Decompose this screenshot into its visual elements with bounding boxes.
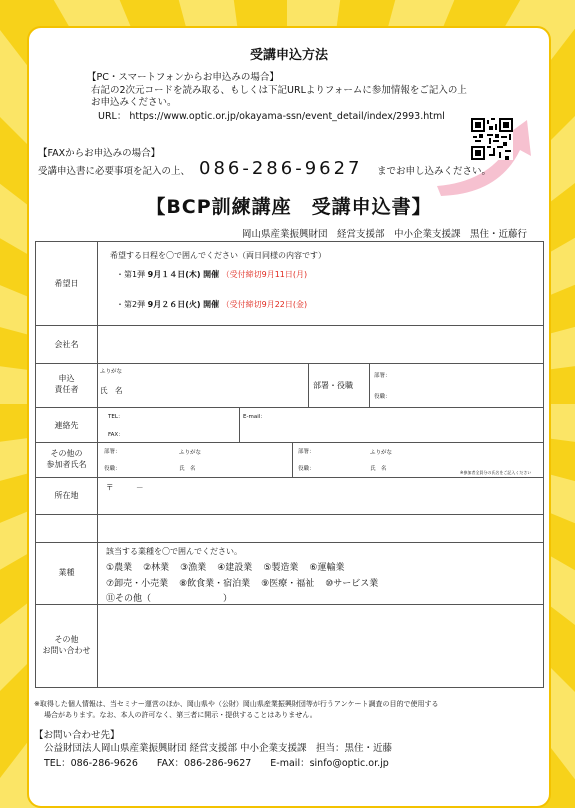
participants-note: ※参加者全員分の氏名をご記入ください xyxy=(460,470,532,475)
session1-label: ・第1弾 xyxy=(116,270,146,279)
email-field[interactable] xyxy=(271,409,539,424)
row-label-company: 会社名 xyxy=(54,340,79,349)
other2-name-label: 氏 名 xyxy=(370,466,387,472)
session1-date[interactable]: 9月１４日(木) xyxy=(147,270,201,279)
applicant-position-label: 役職： xyxy=(374,394,391,400)
industry-option[interactable]: ①農業 xyxy=(106,563,133,573)
other1-dept-label: 部署： xyxy=(104,449,121,455)
fax-instruction-after: までお申し込みください。 xyxy=(377,166,492,177)
industry-options-row1 xyxy=(106,560,355,573)
industry-option[interactable]: ⑤製造業 xyxy=(263,563,299,573)
session2-label: ・第2弾 xyxy=(116,300,146,309)
other1-position-label: 役職： xyxy=(104,466,121,472)
applicant-dept-position-label: 部署・役職 xyxy=(313,381,353,390)
application-card xyxy=(27,26,551,808)
row-label-applicant: 申込 責任者 xyxy=(54,374,79,394)
applicant-name-field[interactable] xyxy=(136,366,304,404)
applicant-furigana-label: ふりがな xyxy=(100,369,123,375)
qr-code-icon[interactable] xyxy=(471,118,513,160)
other1-furigana-label: ふりがな xyxy=(179,450,202,456)
session2-held: 開催 xyxy=(203,300,220,309)
industry-option[interactable]: ⑦卸売・小売業 xyxy=(106,579,169,589)
contact-org: 公益財団法人岡山県産業振興財団 経営支援部 中小企業支援課 担当：黒住・近藤 xyxy=(44,743,393,754)
method-title: 受講申込方法 xyxy=(249,48,328,63)
row-label-industry: 業種 xyxy=(58,568,75,577)
applicant-dept-label: 部署： xyxy=(374,373,391,379)
fax-field[interactable] xyxy=(131,427,235,441)
row-label-contact: 連絡先 xyxy=(54,421,79,430)
industry-instruction: 該当する業種を〇で囲んでください。 xyxy=(106,547,242,556)
other2-position-label: 役職： xyxy=(298,466,315,472)
session2-deadline: （受付締切9月22日(金) xyxy=(221,300,308,309)
fax-field-label: FAX： xyxy=(108,432,124,438)
row-label-address: 所在地 xyxy=(54,491,79,500)
contact-details: TEL：086-286-9626 FAX：086-286-9627 E-mail：sinfo@optic.or.jp xyxy=(44,758,389,769)
other2-dept-label: 部署： xyxy=(298,449,315,455)
email-label: E-mail： xyxy=(243,414,266,420)
web-heading: 【PC・スマートフォンからお申込みの場合】 xyxy=(87,72,279,83)
date-instruction: 希望する日程を〇で囲んでください（両日同様の内容です） xyxy=(110,251,326,260)
row-label-other-participants: その他の 参加者氏名 xyxy=(46,449,87,469)
tel-field[interactable] xyxy=(131,409,235,424)
form-title: 【BCP訓練講座 受講申込書】 xyxy=(146,196,432,218)
application-form-table xyxy=(35,241,544,688)
other2-furigana-label: ふりがな xyxy=(370,450,393,456)
industry-option[interactable]: ③漁業 xyxy=(180,563,207,573)
applicant-name-label: 氏 名 xyxy=(100,386,123,395)
industry-options-row2 xyxy=(106,576,389,589)
industry-option[interactable]: ④建設業 xyxy=(217,563,253,573)
web-instruction-line1: 右記の2次元コードを読み取る、もしくは下記URLよりフォームに参加情報をご記入の上 xyxy=(91,85,467,96)
industry-option[interactable]: ⑧飲食業・宿泊業 xyxy=(179,579,251,589)
registration-url[interactable]: https://www.optic.or.jp/okayama-ssn/event_detail/index/2993.html xyxy=(129,111,445,122)
row-label-inquiry: その他 お問い合わせ xyxy=(42,635,91,655)
industry-option-other[interactable]: ⑪その他（ ） xyxy=(106,594,233,604)
postal-code-label: 〒 － xyxy=(106,483,144,492)
tel-label: TEL： xyxy=(108,414,124,420)
fax-instruction-before: 受講申込書に必要事項を記入の上、 xyxy=(38,166,191,177)
contact-heading: 【お問い合わせ先】 xyxy=(34,730,120,741)
industry-option[interactable]: ②林業 xyxy=(143,563,170,573)
industry-option[interactable]: ⑨医療・福祉 xyxy=(261,579,315,589)
other-participant2-field[interactable] xyxy=(321,445,539,469)
other1-name-label: 氏 名 xyxy=(179,466,196,472)
web-instruction-line2: お申込みください。 xyxy=(91,97,177,108)
fax-heading: 【FAXからお申込みの場合】 xyxy=(38,148,161,159)
url-label: URL： xyxy=(98,111,127,122)
industry-option[interactable]: ⑩サービス業 xyxy=(325,579,379,589)
other-participant1-field[interactable] xyxy=(126,445,288,475)
row-label-date: 希望日 xyxy=(54,279,79,288)
session2-date[interactable]: 9月２６日(火) xyxy=(147,300,201,309)
session1-held: 開催 xyxy=(203,270,220,279)
inquiry-field[interactable] xyxy=(98,605,543,687)
industry-option[interactable]: ⑥運輸業 xyxy=(309,563,345,573)
address-field[interactable] xyxy=(98,478,543,513)
privacy-note-line2: 場合があります。なお、本人の許可なく、第三者に開示・提供することはありません。 xyxy=(44,711,317,719)
company-name-field[interactable] xyxy=(98,326,543,363)
fax-number: 086-286-9627 xyxy=(199,158,363,179)
session1-deadline: （受付締切9月11日(月) xyxy=(221,270,308,279)
form-organizer: 岡山県産業振興財団 経営支援部 中小企業支援課 黒住・近藤行 xyxy=(241,229,527,240)
applicant-dept-position-field[interactable] xyxy=(396,366,540,404)
privacy-note-line1: ※取得した個人情報は、当セミナー運営のほか、岡山県や（公財）岡山県産業振興財団等が行うアンケート調査の目的で使用する xyxy=(34,700,439,708)
